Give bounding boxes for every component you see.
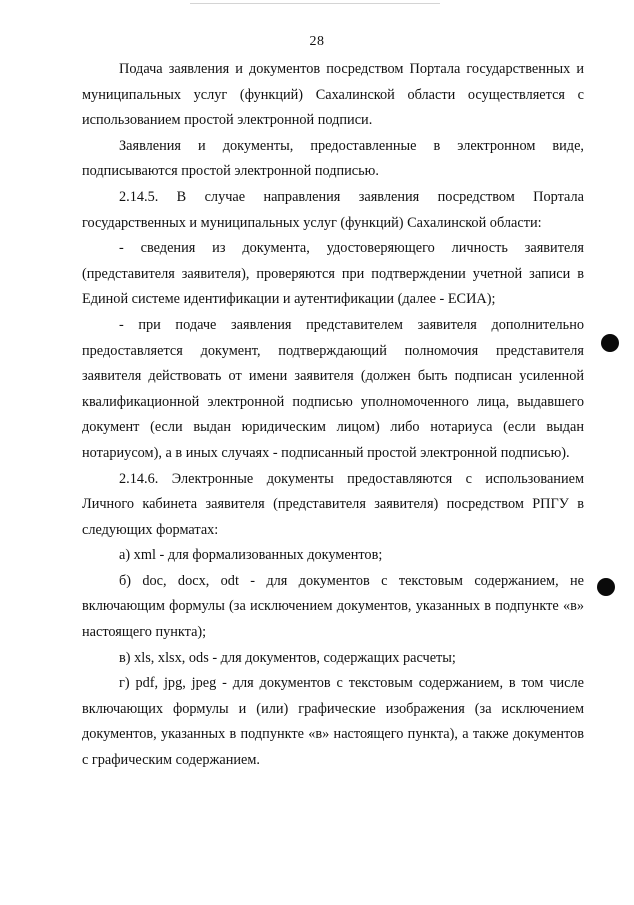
scan-hole-punch-mark — [597, 578, 615, 596]
scan-hole-punch-mark — [601, 334, 619, 352]
list-item-b-doc: б) doc, docx, odt - для документов с текстовым содержанием, не включающим формулы (за исключением документов, указанных в подпункте «в» настоящего пункта); — [82, 572, 584, 641]
page-number: 28 — [309, 34, 325, 49]
paragraph-2-14-5: 2.14.5. В случае направления заявления посредством Портала государственных и муниципальных услуг (функций) Сахалинской области: — [82, 188, 584, 231]
document-body — [82, 57, 584, 774]
list-item-g-pdf: г) pdf, jpg, jpeg - для документов с текстовым содержанием, в том числе включающих формулы и (или) графические изображения (за исключением документов, указанных в подпункте «в» настоящего пункта), а также документов с графическим содержанием. — [82, 675, 584, 769]
paragraph-representative-authority: - при подаче заявления представителем заявителя дополнительно предоставляется документ, подтверждающий полномочия представителя заявителя действовать от имени заявителя (должен быть подписан усиленной квалификационной электронной подписью уполномоченного лица, выдавшего документ (если выдан юридическим лицом) либо нотариуса (если выдан нотариусом), а в иных случаях - подписанный простой электронной подписью). — [82, 316, 584, 461]
scan-artifact-line — [190, 3, 440, 4]
paragraph-signature-info: Подача заявления и документов посредством Портала государственных и муниципальных услуг (функций) Сахалинской области осуществляется с использованием простой электронной подписи. — [82, 61, 584, 129]
paragraph-2-14-6: 2.14.6. Электронные документы предоставляются с использованием Личного кабинета заявителя (представителя заявителя) посредством РПГУ в следующих форматах: — [82, 470, 584, 538]
paragraph-identity-verification: - сведения из документа, удостоверяющего личность заявителя (представителя заявителя), проверяются при подтверждении учетной записи в Единой системе идентификации и аутентификации (далее - ЕСИА); — [82, 240, 584, 308]
list-item-a-xml: а) xml - для формализованных документов; — [119, 547, 383, 564]
list-item-v-xls: в) xls, xlsx, ods - для документов, содержащих расчеты; — [119, 649, 456, 666]
paragraph-signed-documents: Заявления и документы, предоставленные в электронном виде, подписываются простой электронной подписью. — [82, 137, 584, 180]
